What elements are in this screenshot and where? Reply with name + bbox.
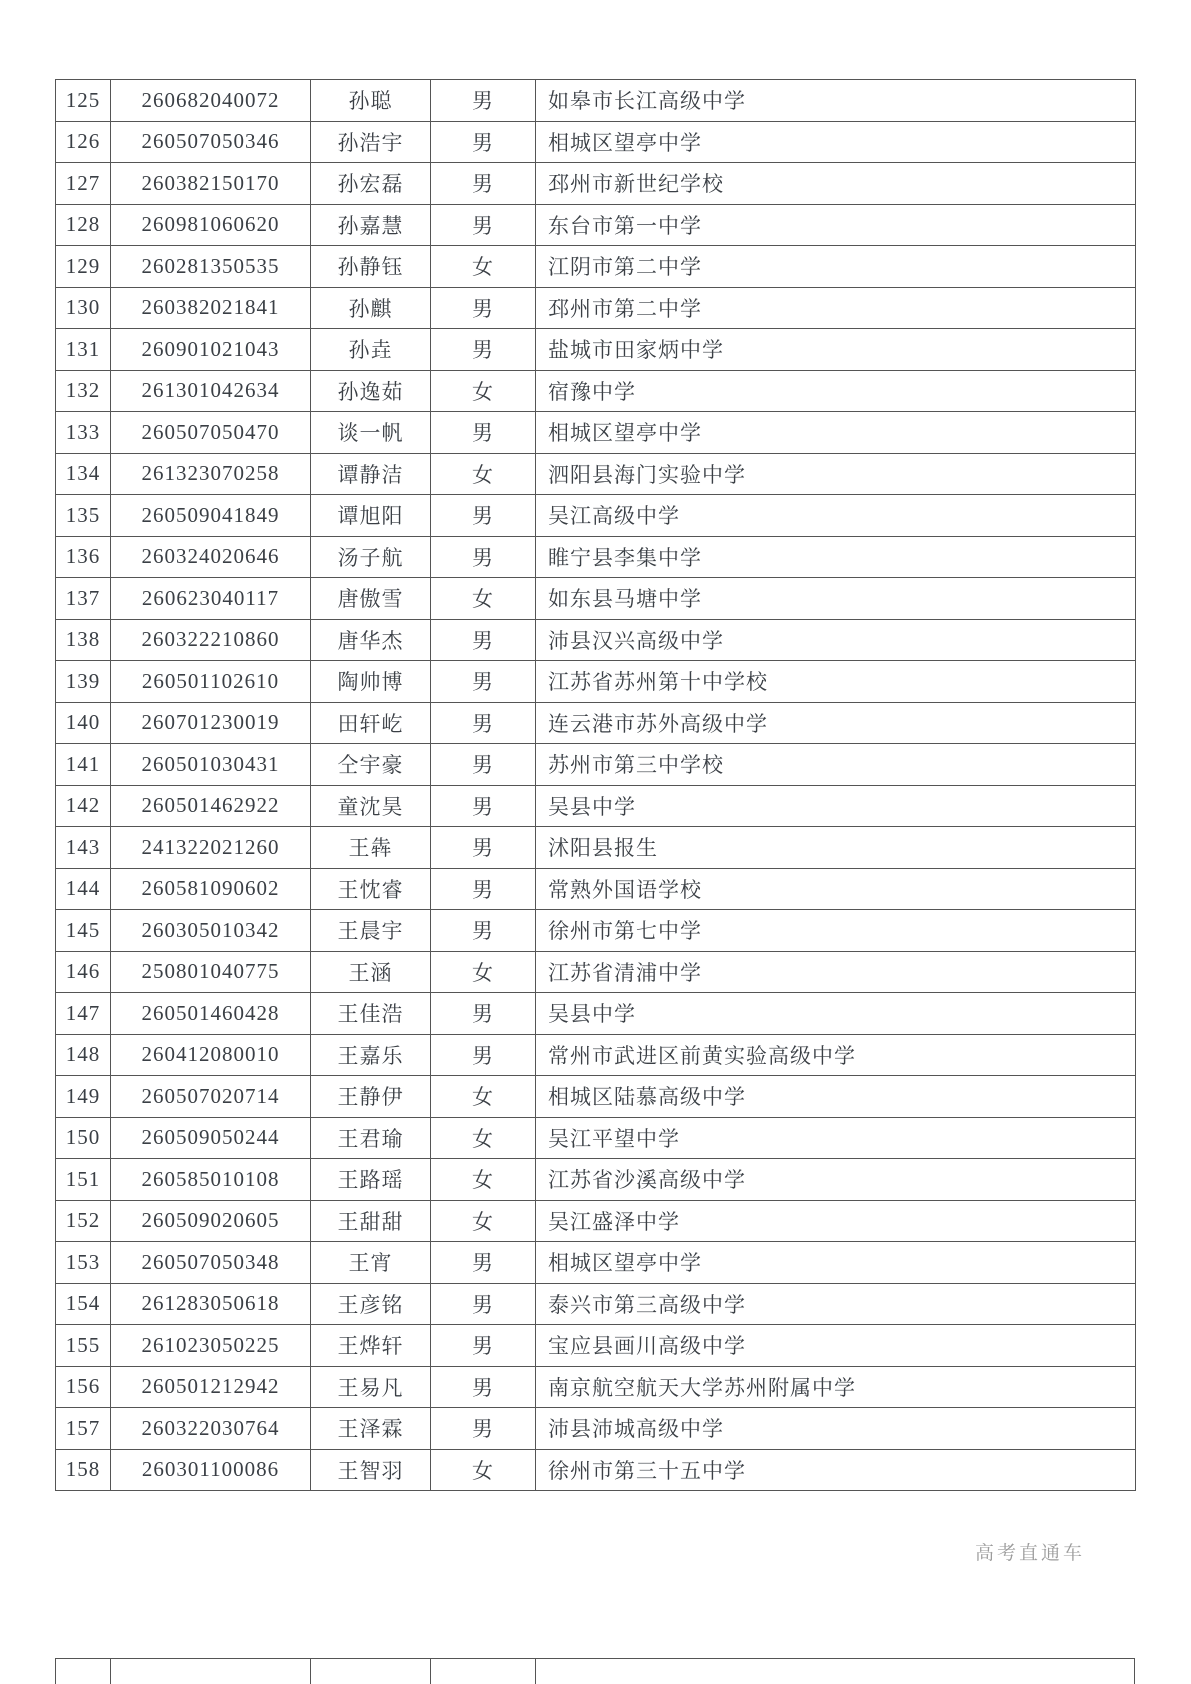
exam-id-cell: 260324020646 [111,536,311,578]
row-index-cell: 130 [56,287,111,329]
name-cell: 汤子航 [311,536,431,578]
table-row [56,951,1136,993]
table-row [56,536,1136,578]
school-cell: 苏州市第三中学校 [536,744,1136,786]
exam-id-cell: 261301042634 [111,370,311,412]
name-cell: 王晨宇 [311,910,431,952]
gender-cell: 男 [431,1242,536,1284]
row-index-cell: 144 [56,868,111,910]
exam-id-cell: 260281350535 [111,246,311,288]
table-row [56,785,1136,827]
row-index-cell: 139 [56,661,111,703]
row-index-cell: 126 [56,121,111,163]
school-cell: 邳州市新世纪学校 [536,163,1136,205]
exam-id-cell: 261023050225 [111,1325,311,1367]
school-cell: 南京航空航天大学苏州附属中学 [536,1366,1136,1408]
exam-id-cell: 260981060620 [111,204,311,246]
name-cell: 田轩屹 [311,702,431,744]
table-row [56,1076,1136,1118]
school-cell: 江苏省清浦中学 [536,951,1136,993]
table-row [56,1159,1136,1201]
school-cell: 泗阳县海门实验中学 [536,453,1136,495]
next-row-partial [55,1658,1135,1684]
school-cell: 常州市武进区前黄实验高级中学 [536,1034,1136,1076]
gender-cell: 男 [431,910,536,952]
gender-cell: 女 [431,246,536,288]
gender-cell: 女 [431,453,536,495]
table-row [56,744,1136,786]
row-index-cell: 155 [56,1325,111,1367]
table-row [56,1283,1136,1325]
table-row [56,1325,1136,1367]
table-row [56,661,1136,703]
gender-cell: 男 [431,329,536,371]
exam-id-cell: 250801040775 [111,951,311,993]
name-cell: 王静伊 [311,1076,431,1118]
row-index-cell: 151 [56,1159,111,1201]
exam-id-cell: 260382021841 [111,287,311,329]
table-row [56,204,1136,246]
name-cell: 王忱睿 [311,868,431,910]
school-cell: 江苏省苏州第十中学校 [536,661,1136,703]
exam-id-cell: 260507050470 [111,412,311,454]
exam-id-cell: 260322210860 [111,619,311,661]
name-cell: 仝宇豪 [311,744,431,786]
gender-cell: 男 [431,1034,536,1076]
school-cell: 相城区望亭中学 [536,121,1136,163]
table-row [56,412,1136,454]
row-index-cell: 134 [56,453,111,495]
row-index-cell: 158 [56,1449,111,1491]
name-cell: 王君瑜 [311,1117,431,1159]
exam-id-cell: 260305010342 [111,910,311,952]
name-cell: 唐华杰 [311,619,431,661]
student-roster-table [55,79,1136,1491]
school-cell: 徐州市第七中学 [536,910,1136,952]
table-row [56,993,1136,1035]
row-index-cell: 138 [56,619,111,661]
exam-id-cell: 260901021043 [111,329,311,371]
exam-id-cell: 260412080010 [111,1034,311,1076]
exam-id-cell: 260301100086 [111,1449,311,1491]
exam-id-cell: 260509020605 [111,1200,311,1242]
gender-cell: 男 [431,993,536,1035]
exam-id-cell: 260623040117 [111,578,311,620]
exam-id-cell: 260501462922 [111,785,311,827]
exam-id-cell: 260507050348 [111,1242,311,1284]
school-cell: 睢宁县李集中学 [536,536,1136,578]
row-index-cell: 141 [56,744,111,786]
row-index-cell: 152 [56,1200,111,1242]
row-index-cell: 143 [56,827,111,869]
school-cell: 邳州市第二中学 [536,287,1136,329]
school-cell: 宿豫中学 [536,370,1136,412]
name-cell: 孙聪 [311,80,431,122]
name-cell: 王易凡 [311,1366,431,1408]
school-cell: 江苏省沙溪高级中学 [536,1159,1136,1201]
gender-cell: 女 [431,370,536,412]
table-row [56,1034,1136,1076]
table-row [56,80,1136,122]
school-cell: 沛县汉兴高级中学 [536,619,1136,661]
gender-cell: 男 [431,1408,536,1450]
exam-id-cell: 260585010108 [111,1159,311,1201]
gender-cell: 女 [431,1159,536,1201]
gender-cell: 男 [431,661,536,703]
school-cell: 泰兴市第三高级中学 [536,1283,1136,1325]
row-index-cell: 140 [56,702,111,744]
exam-id-cell: 260501030431 [111,744,311,786]
partial-exam-id-cell [111,1659,311,1684]
gender-cell: 女 [431,951,536,993]
exam-id-cell: 260509041849 [111,495,311,537]
table-row [56,1117,1136,1159]
table-row [56,1200,1136,1242]
gender-cell: 男 [431,121,536,163]
gender-cell: 男 [431,1283,536,1325]
gender-cell: 男 [431,619,536,661]
name-cell: 王路瑶 [311,1159,431,1201]
school-cell: 相城区陆慕高级中学 [536,1076,1136,1118]
exam-id-cell: 260382150170 [111,163,311,205]
table-row [56,287,1136,329]
table-row [56,1366,1136,1408]
exam-id-cell: 260509050244 [111,1117,311,1159]
table-row [56,827,1136,869]
table-row [56,578,1136,620]
roster-table-body [56,80,1136,1491]
exam-id-cell: 260501460428 [111,993,311,1035]
school-cell: 吴江高级中学 [536,495,1136,537]
name-cell: 孙静钰 [311,246,431,288]
row-index-cell: 137 [56,578,111,620]
exam-id-cell: 261323070258 [111,453,311,495]
school-cell: 吴县中学 [536,993,1136,1035]
row-index-cell: 150 [56,1117,111,1159]
table-row [56,163,1136,205]
name-cell: 唐傲雪 [311,578,431,620]
school-cell: 如皋市长江高级中学 [536,80,1136,122]
school-cell: 沭阳县报生 [536,827,1136,869]
gender-cell: 女 [431,1117,536,1159]
row-index-cell: 133 [56,412,111,454]
name-cell: 王甜甜 [311,1200,431,1242]
gender-cell: 男 [431,827,536,869]
row-index-cell: 135 [56,495,111,537]
school-cell: 相城区望亭中学 [536,1242,1136,1284]
name-cell: 孙麒 [311,287,431,329]
gender-cell: 男 [431,412,536,454]
row-index-cell: 146 [56,951,111,993]
table-row [56,1242,1136,1284]
name-cell: 孙嘉慧 [311,204,431,246]
row-index-cell: 145 [56,910,111,952]
gender-cell: 男 [431,702,536,744]
name-cell: 孙浩宇 [311,121,431,163]
school-cell: 相城区望亭中学 [536,412,1136,454]
row-index-cell: 154 [56,1283,111,1325]
name-cell: 王烨轩 [311,1325,431,1367]
row-index-cell: 132 [56,370,111,412]
exam-id-cell: 260682040072 [111,80,311,122]
exam-id-cell: 260501102610 [111,661,311,703]
gender-cell: 男 [431,204,536,246]
name-cell: 王宵 [311,1242,431,1284]
gender-cell: 女 [431,1076,536,1118]
gender-cell: 男 [431,868,536,910]
table-row [56,619,1136,661]
name-cell: 王泽霖 [311,1408,431,1450]
school-cell: 沛县沛城高级中学 [536,1408,1136,1450]
exam-id-cell: 241322021260 [111,827,311,869]
school-cell: 连云港市苏外高级中学 [536,702,1136,744]
row-index-cell: 131 [56,329,111,371]
gender-cell: 男 [431,80,536,122]
gender-cell: 男 [431,536,536,578]
row-index-cell: 142 [56,785,111,827]
school-cell: 吴江平望中学 [536,1117,1136,1159]
name-cell: 孙宏磊 [311,163,431,205]
table-row [56,246,1136,288]
exam-id-cell: 261283050618 [111,1283,311,1325]
gender-cell: 男 [431,1366,536,1408]
school-cell: 常熟外国语学校 [536,868,1136,910]
name-cell: 王智羽 [311,1449,431,1491]
row-index-cell: 127 [56,163,111,205]
row-index-cell: 125 [56,80,111,122]
row-index-cell: 129 [56,246,111,288]
school-cell: 东台市第一中学 [536,204,1136,246]
school-cell: 徐州市第三十五中学 [536,1449,1136,1491]
school-cell: 盐城市田家炳中学 [536,329,1136,371]
table-row [56,453,1136,495]
name-cell: 孙垚 [311,329,431,371]
school-cell: 如东县马塘中学 [536,578,1136,620]
name-cell: 王嘉乐 [311,1034,431,1076]
gender-cell: 女 [431,1200,536,1242]
exam-id-cell: 260322030764 [111,1408,311,1450]
gender-cell: 女 [431,578,536,620]
watermark-text: 高考直通车 [974,1543,1085,1564]
table-row [56,702,1136,744]
row-index-cell: 149 [56,1076,111,1118]
name-cell: 王佳浩 [311,993,431,1035]
exam-id-cell: 260701230019 [111,702,311,744]
name-cell: 王彦铭 [311,1283,431,1325]
partial-name-cell [311,1659,431,1684]
table-row [56,329,1136,371]
name-cell: 谭旭阳 [311,495,431,537]
gender-cell: 男 [431,785,536,827]
row-index-cell: 147 [56,993,111,1035]
gender-cell: 女 [431,1449,536,1491]
name-cell: 陶帅博 [311,661,431,703]
partial-school-cell [536,1659,1134,1684]
name-cell: 孙逸茹 [311,370,431,412]
row-index-cell: 156 [56,1366,111,1408]
row-index-cell: 136 [56,536,111,578]
name-cell: 王涵 [311,951,431,993]
exam-id-cell: 260581090602 [111,868,311,910]
table-row [56,121,1136,163]
row-index-cell: 153 [56,1242,111,1284]
table-row [56,910,1136,952]
gender-cell: 男 [431,744,536,786]
table-row [56,868,1136,910]
table-row [56,495,1136,537]
table-row [56,1408,1136,1450]
table-row [56,370,1136,412]
exam-id-cell: 260501212942 [111,1366,311,1408]
exam-id-cell: 260507050346 [111,121,311,163]
table-row [56,1449,1136,1491]
row-index-cell: 157 [56,1408,111,1450]
school-cell: 吴江盛泽中学 [536,1200,1136,1242]
school-cell: 吴县中学 [536,785,1136,827]
gender-cell: 男 [431,495,536,537]
partial-gender-cell [431,1659,536,1684]
school-cell: 江阴市第二中学 [536,246,1136,288]
gender-cell: 男 [431,1325,536,1367]
partial-index-cell [56,1659,111,1684]
gender-cell: 男 [431,287,536,329]
name-cell: 谈一帆 [311,412,431,454]
exam-id-cell: 260507020714 [111,1076,311,1118]
name-cell: 谭静洁 [311,453,431,495]
row-index-cell: 128 [56,204,111,246]
school-cell: 宝应县画川高级中学 [536,1325,1136,1367]
name-cell: 王犇 [311,827,431,869]
name-cell: 童沈昊 [311,785,431,827]
gender-cell: 男 [431,163,536,205]
row-index-cell: 148 [56,1034,111,1076]
